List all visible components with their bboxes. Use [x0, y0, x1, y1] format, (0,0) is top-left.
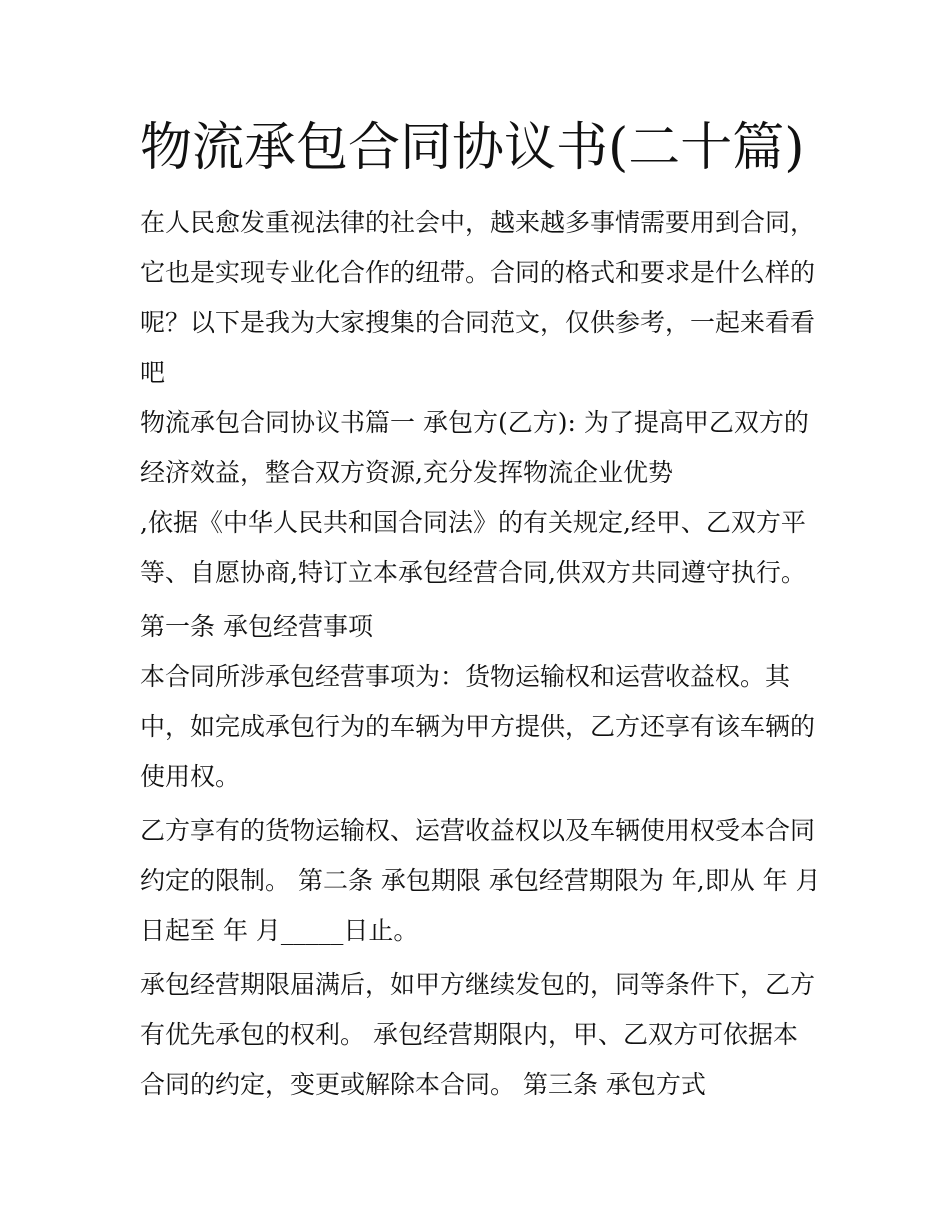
- body-line: 经济效益，整合双方资源,充分发挥物流企业优势: [140, 458, 673, 487]
- body-line: 在人民愈发重视法律的社会中，越来越多事情需要用到合同，: [140, 208, 816, 237]
- body-line: 承包经营期限届满后，如甲方继续发包的，同等条件下，乙方: [140, 970, 816, 999]
- body-line: 等、自愿协商,特订立本承包经营合同,供双方共同遵守执行。: [140, 558, 806, 587]
- body-line: 合同的约定，变更或解除本合同。 第三条 承包方式: [140, 1070, 706, 1099]
- body-line: 物流承包合同协议书篇一 承包方(乙方): 为了提高甲乙双方的: [140, 408, 809, 437]
- body-line: 约定的限制。 第二条 承包期限 承包经营期限为 年,即从 年 月: [140, 866, 821, 895]
- document-title: 物流承包合同协议书(二十篇): [140, 118, 805, 178]
- body-line: 本合同所涉承包经营事项为：货物运输权和运营收益权。其: [140, 662, 791, 691]
- body-line: 日起至 年 月_____日止。: [140, 916, 419, 945]
- body-line: 使用权。: [140, 762, 241, 791]
- section-heading: 第一条 承包经营事项: [140, 612, 373, 641]
- body-line: ,依据《中华人民共和国合同法》的有关规定,经甲、乙双方平: [140, 508, 806, 537]
- body-line: 乙方享有的货物运输权、运营收益权以及车辆使用权受本合同: [140, 816, 816, 845]
- body-line: 吧: [140, 358, 166, 387]
- body-line: 有优先承包的权利。 承包经营期限内，甲、乙双方可依据本: [140, 1020, 798, 1049]
- body-line: 它也是实现专业化合作的纽带。合同的格式和要求是什么样的: [140, 258, 816, 287]
- body-line: 中，如完成承包行为的车辆为甲方提供，乙方还享有该车辆的: [140, 712, 816, 741]
- body-line: 呢？以下是我为大家搜集的合同范文，仅供参考，一起来看看: [140, 308, 816, 337]
